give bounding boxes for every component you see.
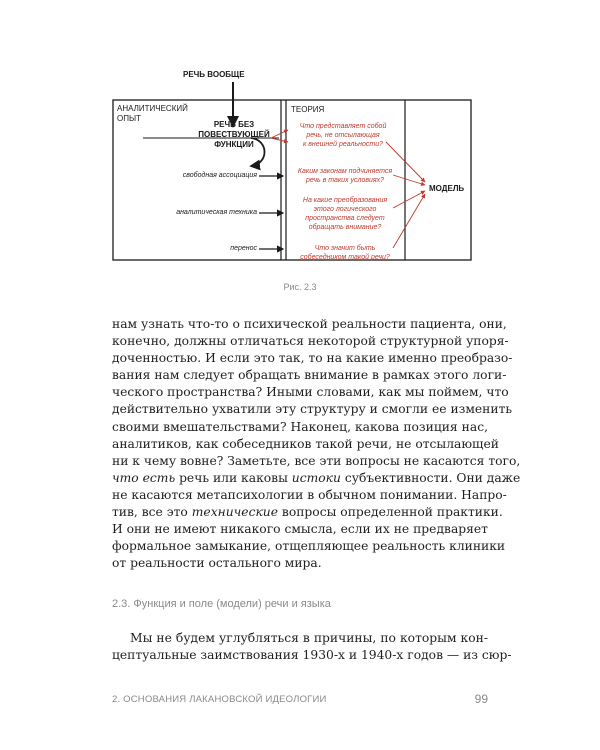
figure-caption: Рис. 2.3	[283, 282, 317, 292]
text-line: ческого пространства? Иными словами, как мы поймем, что	[112, 385, 509, 400]
question-2: Каким законам подчиняется речь в таких условиях?	[297, 168, 393, 184]
top-label: РЕЧЬ ВООБЩЕ	[183, 70, 245, 79]
text-line: аналитиков, как собеседников такой речи, не отсылающей	[112, 436, 499, 451]
left-item-analytic-technique: аналитическая техника	[176, 209, 257, 216]
theory-header: ТЕОРИЯ	[291, 105, 325, 114]
emphasis-text: технические	[191, 505, 278, 520]
question-4: Что значит быть собеседником такой речи?	[300, 245, 390, 261]
left-header: АНАЛИТИЧЕСКИЙ ОПЫТ	[117, 104, 188, 123]
text-line: от реальности остального мира.	[112, 556, 322, 571]
text-line: своими вмешательствами? Наконец, какова позиция нас,	[112, 419, 488, 434]
text-line: нам узнать что-то о психической реальности пациента, они,	[112, 317, 507, 331]
figure-diagram	[103, 60, 478, 275]
section-heading: 2.3. Функция и поле (модели) речи и языка	[112, 598, 331, 610]
text-line: Мы не будем углубляться в причины, по которым кон-	[130, 631, 488, 645]
question-3: На какие преобразования этого логического пространства следует обращать внимание?	[302, 197, 388, 231]
question-1: Что представляет собой речь, не отсылающая к внешней реальности?	[299, 123, 387, 148]
text-line-with-emphasis: что есть речь или каковы истоки субъективности. Они даже	[112, 470, 521, 485]
left-item-free-association: свободная ассоциация	[182, 172, 257, 179]
text-line: И они не имеют никакого смысла, если их не предваряет	[112, 522, 488, 537]
model-label: МОДЕЛЬ	[429, 184, 465, 193]
text-line: доченностью. И если это так, то на какие именно преобразо-	[112, 351, 513, 366]
text-line: вания нам следует обращать внимание в рамках этого логи-	[112, 368, 507, 383]
text-line-with-emphasis: тив, все это технические вопросы определенной практики.	[112, 505, 503, 520]
text-line: не касаются метапсихологии в обычном понимании. Напро-	[112, 487, 507, 502]
text-line: цептуальные заимствования 1930-х и 1940-х годов — из сюр-	[112, 648, 512, 663]
text-line: ни к чему вовне? Заметьте, все эти вопросы не касаются того,	[112, 453, 521, 468]
page-number: 99	[474, 692, 488, 706]
text-line: конечно, должны отличаться некоторой структурной упоря-	[112, 334, 509, 349]
text-line: действительно ухватили эту структуру и смогли ее изменить	[112, 402, 513, 417]
text-line: формальное замыкание, отщепляющее реальность клиники	[112, 539, 506, 554]
running-title: 2. ОСНОВАНИЯ ЛАКАНОВСКОЙ ИДЕОЛОГИИ	[112, 694, 327, 705]
left-item-transference: перенос	[230, 245, 257, 252]
center-label: РЕЧЬ БЕЗ ПОВЕСТВУЮЩЕЙ ФУНКЦИИ	[198, 120, 270, 149]
emphasis-text: истоки	[291, 470, 341, 485]
body-paragraph-1	[112, 316, 521, 572]
body-paragraph-2	[112, 630, 512, 664]
emphasis-text: что есть	[112, 470, 176, 485]
